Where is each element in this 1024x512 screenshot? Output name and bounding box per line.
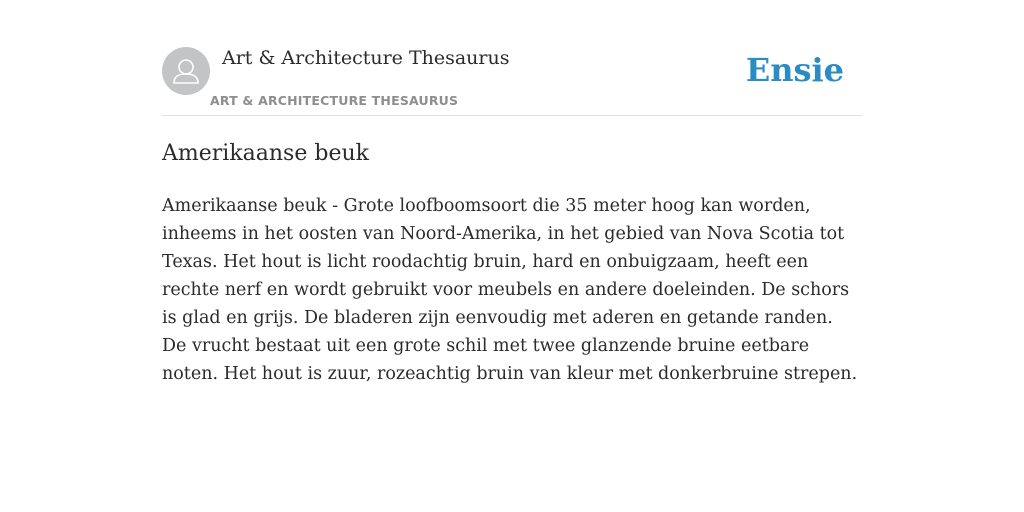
definition-text: Amerikaanse beuk - Grote loofboomsoort die 35 meter hoog kan worden, inheems in het oosten van Noord-Amerika, in het gebied van Nova Scotia tot Texas. Het hout is licht roodachtig bruin, hard en onbuigzaam, heeft een rechte nerf en wordt gebruikt voor meubels en andere doeleinden. De schors is glad en grijs. De bladeren zijn eenvoudig met aderen en getande randen. De vrucht bestaat uit een grote schil met twee glanzende bruine eetbare noten. Het hout is zuur, rozeachtig bruin van kleur met donkerbruine strepen.: [162, 196, 858, 384]
author-name[interactable]: Art & Architecture Thesaurus: [222, 47, 510, 69]
page-title: Amerikaanse beuk: [162, 141, 369, 166]
brand-logo[interactable]: Ensie: [745, 51, 844, 89]
avatar[interactable]: [162, 47, 210, 95]
card-header: [162, 46, 862, 116]
definition-card: [162, 46, 862, 384]
user-icon: [162, 47, 210, 95]
author-source-label: ART & ARCHITECTURE THESAURUS: [210, 93, 459, 108]
